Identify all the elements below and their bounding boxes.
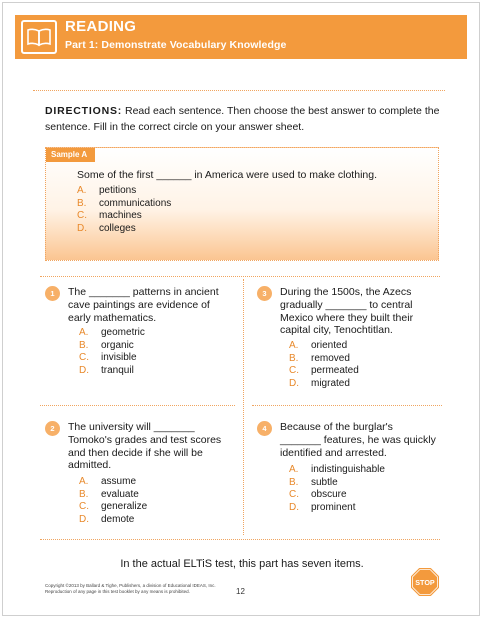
divider (40, 405, 235, 406)
question-text: Because of the burglar's _______ features, he was quickly identified and arrested. (280, 421, 436, 459)
divider (33, 90, 445, 91)
question-options (289, 340, 359, 390)
question-number: 4 (257, 421, 272, 436)
option: C. generalize (79, 501, 148, 513)
sample-options (77, 185, 171, 235)
option: D. tranquil (79, 364, 134, 376)
option: A. geometric (79, 327, 145, 338)
option: B. removed (289, 352, 350, 364)
option: A. petitions (77, 185, 137, 196)
divider (252, 405, 442, 406)
stop-sign-icon (411, 568, 439, 596)
option: A. oriented (289, 340, 348, 351)
option: B. evaluate (79, 488, 139, 500)
footer-note: In the actual ELTiS test, this part has seven items. (120, 558, 364, 570)
copyright: Copyright ©2013 by Ballard & Tighe, Publishers, a division of Educational IDEAS, Inc. Reproduction of any page in this test booklet by any means is prohibited. (45, 583, 216, 594)
option: C. permeated (289, 365, 359, 377)
option: D. migrated (289, 377, 350, 389)
sample-question: Some of the first ______ in America were used to make clothing. (77, 169, 377, 181)
option: D. prominent (289, 501, 356, 513)
divider (40, 539, 440, 540)
option: A. indistinguishable (289, 464, 385, 475)
question-number: 2 (45, 421, 60, 436)
option: B. subtle (289, 476, 338, 488)
directions-label: DIRECTIONS: (45, 105, 123, 117)
sample-tag: Sample A (46, 148, 95, 162)
section-title: READING (65, 18, 137, 35)
question-number: 3 (257, 286, 272, 301)
directions-text: Read each sentence. Then choose the best answer to complete the sentence. Fill in the correct circle on your answer sheet. (45, 105, 440, 133)
section-subtitle: Part 1: Demonstrate Vocabulary Knowledge (65, 39, 287, 51)
column-divider (243, 279, 244, 535)
directions (45, 103, 445, 135)
option: B. organic (79, 339, 134, 351)
divider (40, 276, 440, 277)
option: D. colleges (77, 222, 136, 234)
question-options (289, 464, 385, 514)
option: D. demote (79, 513, 135, 525)
sample-box (45, 147, 439, 261)
stop-label: STOP (415, 577, 435, 587)
option: B. communications (77, 197, 172, 209)
option: C. machines (77, 210, 142, 222)
option: C. obscure (289, 489, 347, 501)
book-icon (21, 20, 57, 54)
question-options (79, 476, 147, 526)
question-text: The university will _______ Tomoko's grades and test scores and then decide if she will be admitted. (68, 421, 222, 472)
section-header (15, 15, 467, 59)
question-text: During the 1500s, the Azecs gradually _______ to central Mexico where they built their capital city, Tenochtitlan. (280, 286, 414, 337)
question-options (79, 327, 145, 377)
question-number: 1 (45, 286, 60, 301)
page-number: 12 (236, 587, 245, 596)
option: A. assume (79, 476, 137, 487)
question-text: The _______ patterns in ancient cave paintings are evidence of early mathematics. (68, 286, 219, 324)
option: C. invisible (79, 352, 137, 364)
